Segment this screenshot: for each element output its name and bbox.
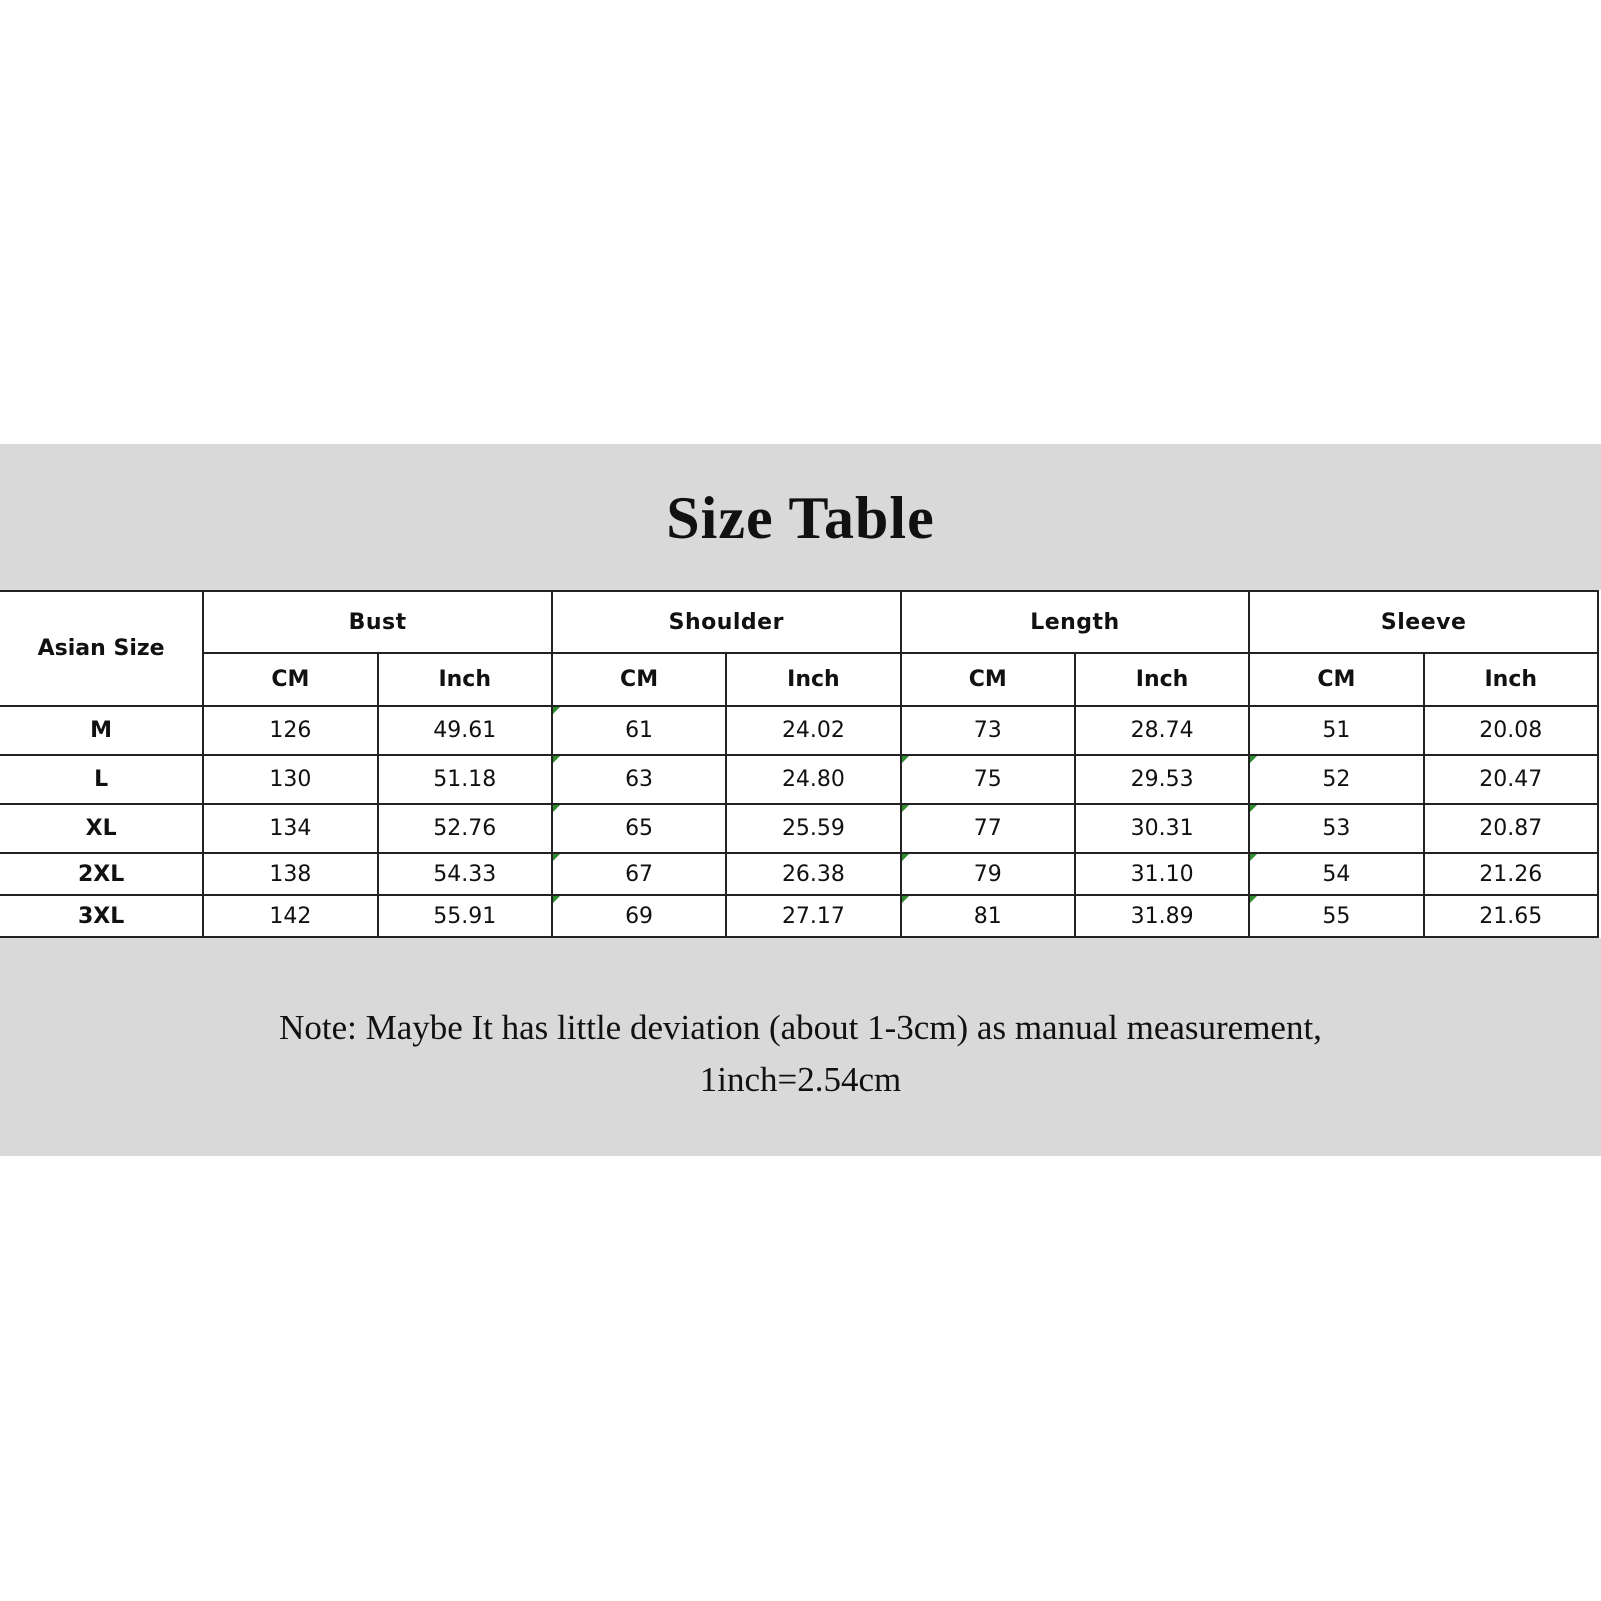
unit-header-inch: Inch — [1424, 653, 1598, 706]
length-cm-cell: 73 — [901, 706, 1075, 755]
note-line-2: 1inch=2.54cm — [699, 1060, 902, 1099]
bust-cm-cell: 126 — [203, 706, 377, 755]
sleeve-cm-cell: 53 — [1249, 804, 1423, 853]
page-title: Size Table — [666, 485, 935, 551]
table-row — [0, 804, 1598, 853]
unit-header-cm: CM — [901, 653, 1075, 706]
sleeve-inch-cell: 20.47 — [1424, 755, 1598, 804]
header-row-groups — [0, 591, 1598, 653]
length-cm-cell: 75 — [901, 755, 1075, 804]
sleeve-inch-cell: 21.65 — [1424, 895, 1598, 937]
sleeve-inch-cell: 21.26 — [1424, 853, 1598, 895]
unit-header-inch: Inch — [726, 653, 900, 706]
size-label: 3XL — [0, 895, 203, 937]
size-label: 2XL — [0, 853, 203, 895]
size-label: L — [0, 755, 203, 804]
unit-header-cm: CM — [552, 653, 726, 706]
length-inch-cell: 29.53 — [1075, 755, 1249, 804]
shoulder-cm-cell: 63 — [552, 755, 726, 804]
length-cm-cell: 81 — [901, 895, 1075, 937]
group-header-bust: Bust — [203, 591, 552, 653]
shoulder-cm-cell: 65 — [552, 804, 726, 853]
size-table — [0, 590, 1599, 938]
shoulder-inch-cell: 27.17 — [726, 895, 900, 937]
unit-header-cm: CM — [203, 653, 377, 706]
group-header-shoulder: Shoulder — [552, 591, 901, 653]
sleeve-cm-cell: 55 — [1249, 895, 1423, 937]
shoulder-cm-cell: 69 — [552, 895, 726, 937]
bust-cm-cell: 142 — [203, 895, 377, 937]
shoulder-cm-cell: 67 — [552, 853, 726, 895]
shoulder-inch-cell: 26.38 — [726, 853, 900, 895]
note-line-1: Note: Maybe It has little deviation (about 1-3cm) as manual measurement, — [279, 1008, 1322, 1047]
length-cm-cell: 77 — [901, 804, 1075, 853]
bust-cm-cell: 134 — [203, 804, 377, 853]
size-label: XL — [0, 804, 203, 853]
shoulder-inch-cell: 24.80 — [726, 755, 900, 804]
length-inch-cell: 28.74 — [1075, 706, 1249, 755]
shoulder-inch-cell: 25.59 — [726, 804, 900, 853]
unit-header-cm: CM — [1249, 653, 1423, 706]
bust-inch-cell: 51.18 — [378, 755, 552, 804]
group-header-length: Length — [901, 591, 1250, 653]
table-row — [0, 895, 1598, 937]
unit-header-inch: Inch — [378, 653, 552, 706]
group-header-sleeve: Sleeve — [1249, 591, 1598, 653]
sleeve-inch-cell: 20.08 — [1424, 706, 1598, 755]
length-cm-cell: 79 — [901, 853, 1075, 895]
length-inch-cell: 31.89 — [1075, 895, 1249, 937]
bust-inch-cell: 52.76 — [378, 804, 552, 853]
bust-inch-cell: 55.91 — [378, 895, 552, 937]
bust-inch-cell: 54.33 — [378, 853, 552, 895]
header-row-units — [0, 653, 1598, 706]
bust-cm-cell: 138 — [203, 853, 377, 895]
table-row — [0, 853, 1598, 895]
sleeve-cm-cell: 54 — [1249, 853, 1423, 895]
sleeve-cm-cell: 52 — [1249, 755, 1423, 804]
unit-header-inch: Inch — [1075, 653, 1249, 706]
shoulder-cm-cell: 61 — [552, 706, 726, 755]
sleeve-inch-cell: 20.87 — [1424, 804, 1598, 853]
size-column-header: Asian Size — [0, 591, 203, 706]
table-row — [0, 706, 1598, 755]
bust-inch-cell: 49.61 — [378, 706, 552, 755]
length-inch-cell: 31.10 — [1075, 853, 1249, 895]
size-label: M — [0, 706, 203, 755]
bust-cm-cell: 130 — [203, 755, 377, 804]
sleeve-cm-cell: 51 — [1249, 706, 1423, 755]
length-inch-cell: 30.31 — [1075, 804, 1249, 853]
table-row — [0, 755, 1598, 804]
shoulder-inch-cell: 24.02 — [726, 706, 900, 755]
